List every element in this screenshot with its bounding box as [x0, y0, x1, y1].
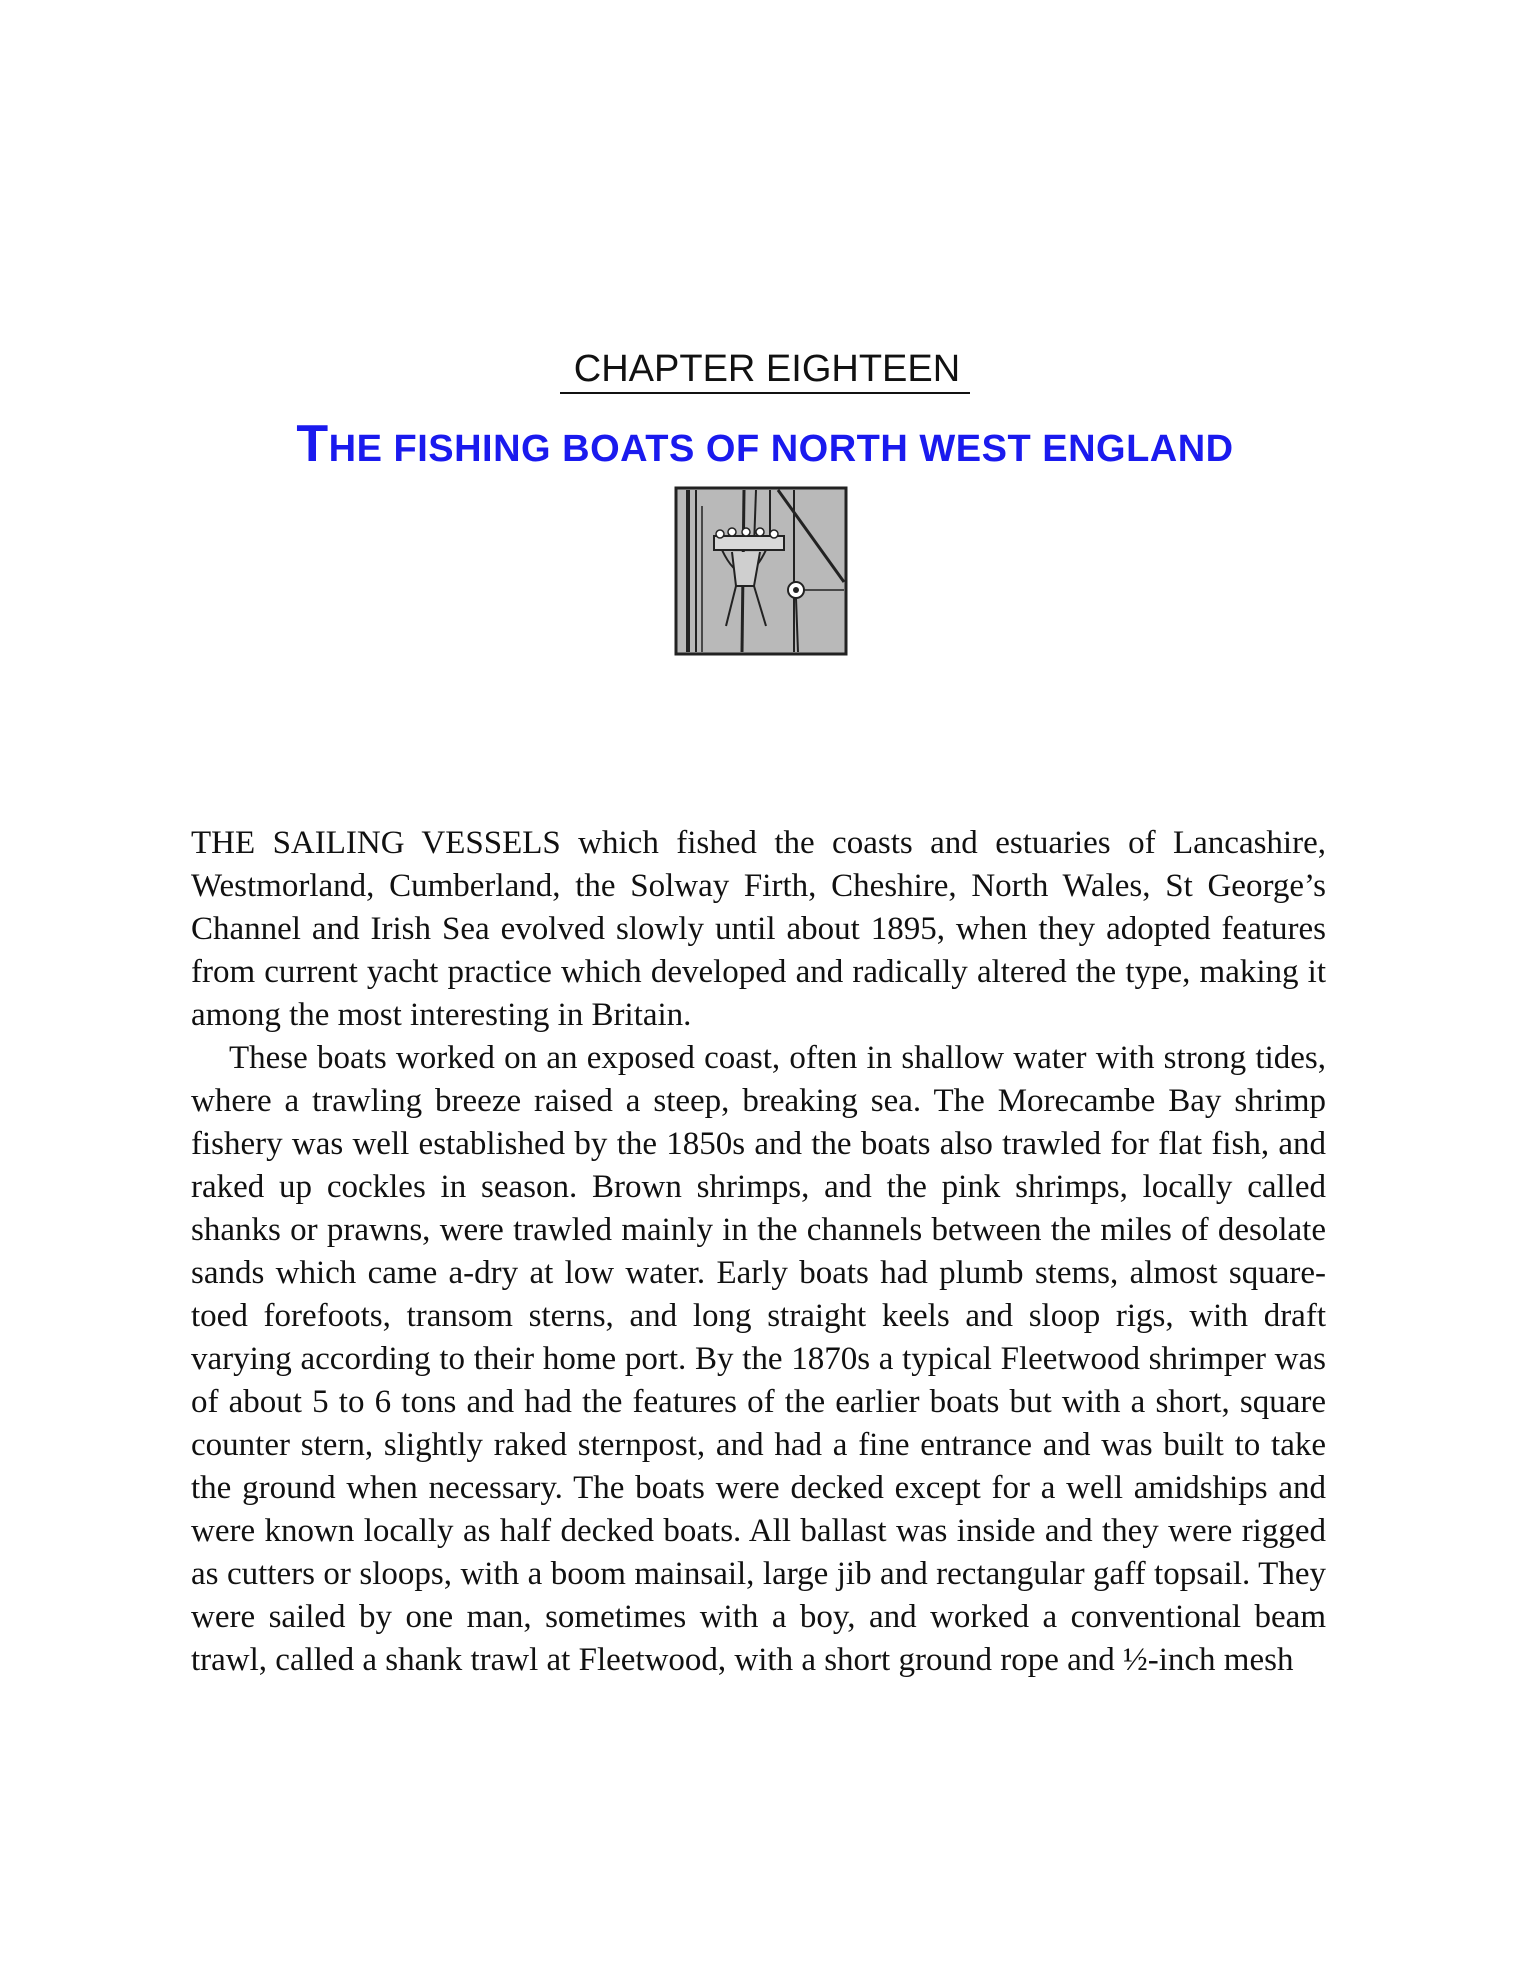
chapter-label: [0, 348, 1530, 394]
boat-mast-vignette-illustration: [674, 486, 848, 656]
paragraph-1: THE SAILING VESSELS which fished the coasts and estuaries of Lancashire, Westmorland, Cumberland, the Solway Firth, Cheshire, North Wales, St George’s Channel and Irish Sea evolved slowly until about 1895, when they adopted features from current yacht practice which developed and radically altered the type, making it among the most interesting in Britain.: [191, 825, 1326, 1033]
chapter-title-first-letter: T: [296, 415, 329, 473]
chapter-label-text: CHAPTER EIGHTEEN: [560, 348, 970, 394]
chapter-title: [0, 417, 1530, 476]
body-text: [191, 822, 1326, 1682]
paragraph-2: These boats worked on an exposed coast, often in shallow water with strong tides, where a trawling breeze raised a steep, breaking sea. The Morecambe Bay shrimp fishery was well established by the 1850s and the boats also trawled for flat fish, and raked up cockles in season. Brown shrimps, and the pink shrimps, locally called shanks or prawns, were trawled mainly in the channels between the miles of desolate sands which came a-dry at low water. Early boats had plumb stems, almost square-toed forefoots, transom sterns, and long straight keels and sloop rigs, with draft varying according to their home port. By the 1870s a typical Fleetwood shrimper was of about 5 to 6 tons and had the features of the earlier boats but with a short, square counter stern, slightly raked sternpost, and had a fine entrance and was built to take the ground when necessary. The boats were decked except for a well amidships and were known locally as half decked boats. All ballast was inside and they were rigged as cutters or sloops, with a boom mainsail, large jib and rectangular gaff topsail. They were sailed by one man, sometimes with a boy, and worked a conventional beam trawl, called a shank trawl at Fleetwood, with a short ground rope and ½-inch mesh: [191, 1040, 1326, 1678]
chapter-title-rest: HE FISHING BOATS OF NORTH WEST ENGLAND: [328, 428, 1234, 470]
